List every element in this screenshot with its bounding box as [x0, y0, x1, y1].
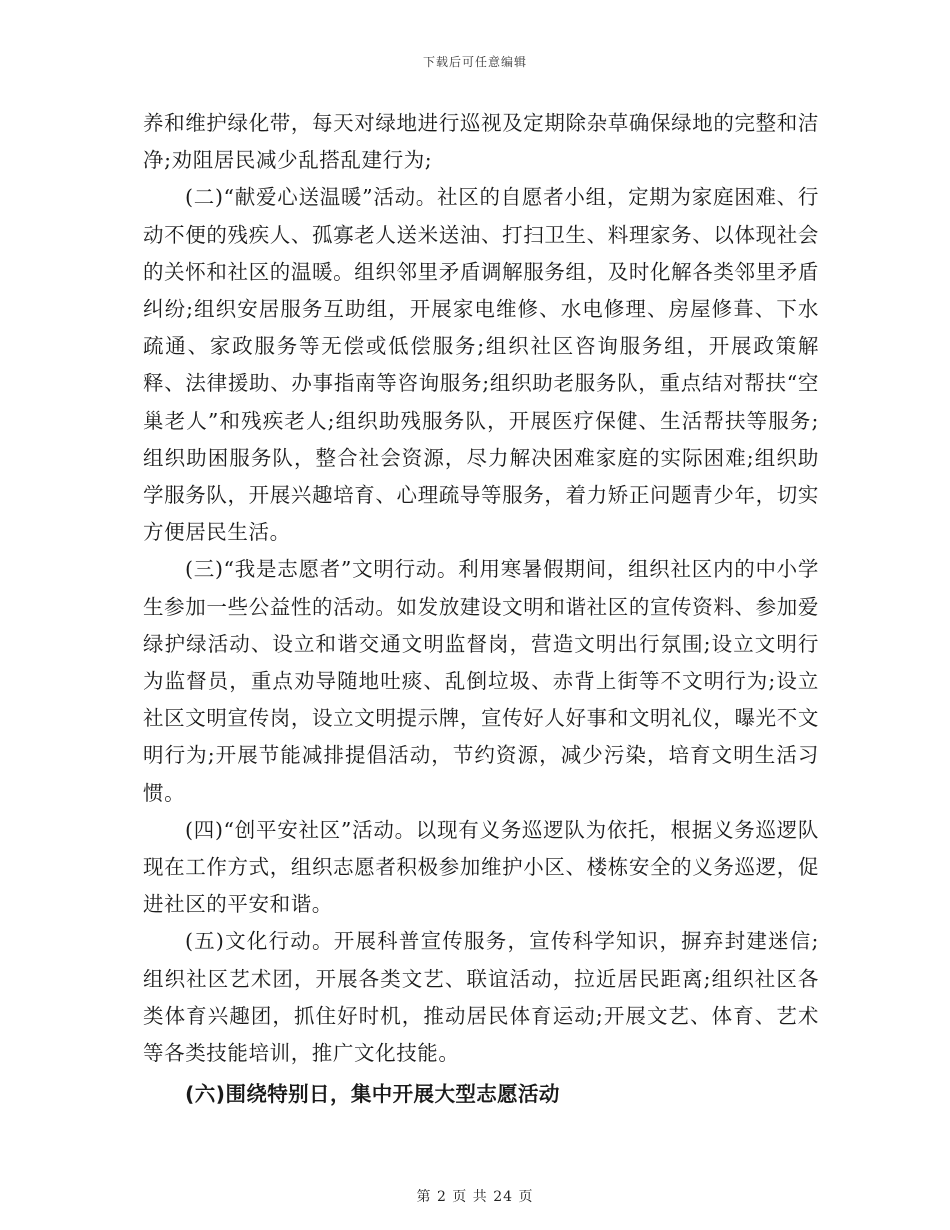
paragraph-section-5: (五)文化行动。开展科普宣传服务，宣传科学知识，摒弃封建迷信;组织社区艺术团，开展各类文艺、联谊活动，拉近居民距离;组织社区各类体育兴趣团，抓住好时机，推动居民体育运动;开展文艺、体育、艺术等各类技能培训，推广文化技能。: [143, 929, 819, 1066]
paragraph-section-3: (三)“我是志愿者”文明行动。利用寒暑假期间，组织社区内的中小学生参加一些公益性的活动。如发放建设文明和谐社区的宣传资料、参加爱绿护绿活动、设立和谐交通文明监督岗，营造文明出行氛围;设立文明行为监督员，重点劝导随地吐痰、乱倒垃圾、赤背上街等不文明行为;设立社区文明宣传岗，设立文明提示牌，宣传好人好事和文明礼仪，曝光不文明行为;开展节能减排提倡活动，节约资源，减少污染，培育文明生活习惯。: [143, 557, 819, 805]
page-footer: 第 2 页 共 24 页: [416, 1189, 534, 1205]
document-body: [143, 105, 819, 1113]
paragraph-continued: 养和维护绿化带，每天对绿地进行巡视及定期除杂草确保绿地的完整和洁净;劝阻居民减少乱搭乱建行为;: [143, 111, 819, 173]
paragraph-section-2: (二)“献爱心送温暖”活动。社区的自愿者小组，定期为家庭困难、行动不便的残疾人、孤寡老人送米送油、打扫卫生、料理家务、以体现社会的关怀和社区的温暖。组织邻里矛盾调解服务组，及时化解各类邻里矛盾纠纷;组织安居服务互助组，开展家电维修、水电修理、房屋修葺、下水疏通、家政服务等无偿或低偿服务;组织社区咨询服务组，开展政策解释、法律援助、办事指南等咨询服务;组织助老服务队，重点结对帮扶“空巢老人”和残疾老人;组织助残服务队，开展医疗保健、生活帮扶等服务;组织助困服务队，整合社会资源，尽力解决困难家庭的实际困难;组织助学服务队，开展兴趣培育、心理疏导等服务，着力矫正问题青少年，切实方便居民生活。: [143, 185, 819, 545]
section-heading-6: (六)围绕特别日，集中开展大型志愿活动: [185, 1082, 560, 1107]
paragraph-section-4: (四)“创平安社区”活动。以现有义务巡逻队为依托，根据义务巡逻队现在工作方式，组织志愿者积极参加维护小区、楼栋安全的义务巡逻，促进社区的平安和谐。: [143, 817, 819, 917]
page-header: 下载后可任意编辑: [422, 55, 527, 69]
